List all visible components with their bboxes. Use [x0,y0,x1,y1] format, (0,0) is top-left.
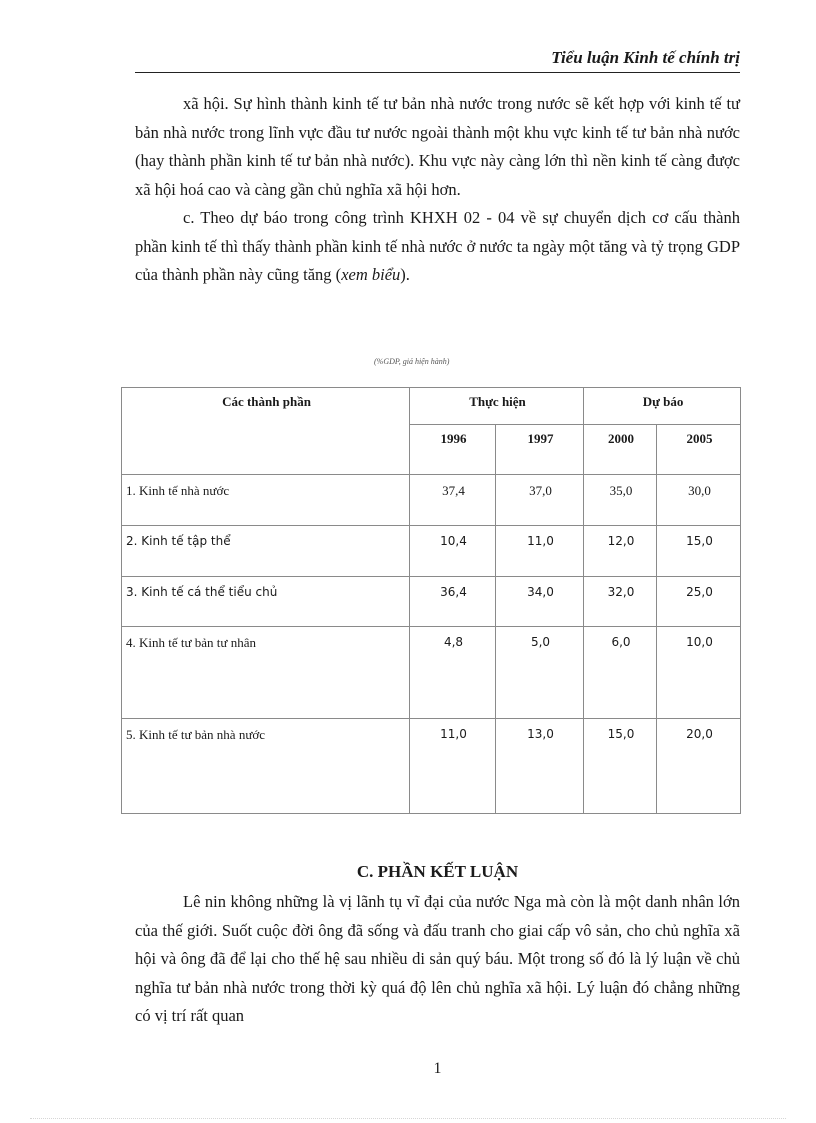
paragraph-forecast-end: ). [400,265,410,284]
footer-rule [30,1118,786,1119]
row-label: 2. Kinh tế tập thể [122,526,410,577]
cell-value: 37,4 [410,475,496,526]
cell-value: 11,0 [410,719,496,814]
header-year: 1997 [496,425,584,475]
cell-value: 37,0 [496,475,584,526]
cell-value: 10,4 [410,526,496,577]
header-rule [135,72,740,73]
cell-value: 34,0 [496,577,584,627]
row-label: 4. Kinh tế tư bản tư nhân [122,627,410,719]
section-heading: C. PHẦN KẾT LUẬN [356,862,519,881]
cell-value: 12,0 [584,526,657,577]
cell-value: 11,0 [496,526,584,577]
see-table-reference: xem biểu [341,265,401,284]
header-year: 1996 [410,425,496,475]
cell-value: 15,0 [584,719,657,814]
row-label: 1. Kinh tế nhà nước [122,475,410,526]
table-row [122,526,741,577]
cell-value: 20,0 [657,719,741,814]
paragraph-continuation: xã hội. Sự hình thành kinh tế tư bản nhà nước trong nước sẽ kết hợp với kinh tế tư bản nhà nước trong lĩnh vực đầu tư nước ngoài thành một khu vực kinh tế tư bản nhà nước (hay thành phần kinh tế tư bản nhà nước). Khu vực này càng lớn thì nền kinh tế càng được xã hội hoá cao và càng gần chủ nghĩa xã hội hơn. [135,94,740,199]
cell-value: 10,0 [657,627,741,719]
header-year: 2005 [657,425,741,475]
gdp-share-table [121,387,741,814]
body-text-conclusion [135,888,740,1031]
header-components: Các thành phần [122,388,410,475]
row-label: 5. Kinh tế tư bản nhà nước [122,719,410,814]
header-actual: Thực hiện [410,388,584,425]
cell-value: 4,8 [410,627,496,719]
cell-value: 32,0 [584,577,657,627]
body-text-top [135,90,740,290]
header-forecast: Dự báo [584,388,741,425]
cell-value: 25,0 [657,577,741,627]
cell-value: 35,0 [584,475,657,526]
table-row [122,577,741,627]
page-number: 1 [433,1060,442,1077]
cell-value: 30,0 [657,475,741,526]
paragraph-forecast-text: c. Theo dự báo trong công trình KHXH 02 - 04 về sự chuyển dịch cơ cấu thành phần kinh tế thì thấy thành phần kinh tế nhà nước ở nước ta ngày một tăng và tỷ trọng GDP của thành phần này cũng tăng ( [135,208,740,284]
table-row [122,627,741,719]
table-row [122,475,741,526]
table-caption: (%GDP, giá hiện hành) [374,357,450,366]
cell-value: 13,0 [496,719,584,814]
cell-value: 15,0 [657,526,741,577]
paragraph-conclusion: Lê nin không những là vị lãnh tụ vĩ đại của nước Nga mà còn là một danh nhân lớn của thế giới. Suốt cuộc đời ông đã sống và đấu tranh cho giai cấp vô sản, cho chủ nghĩa xã hội và ông đã để lại cho thế hệ sau nhiều di sản quý báu. Một trong số đó là lý luận về chủ nghĩa tư bản nhà nước trong thời kỳ quá độ lên chủ nghĩa xã hội. Lý luận đó chẳng những có vị trí rất quan [135,892,740,1025]
running-header: Tiểu luận Kinh tế chính trị [551,48,740,67]
cell-value: 5,0 [496,627,584,719]
cell-value: 36,4 [410,577,496,627]
paragraph-forecast [135,204,740,290]
cell-value: 6,0 [584,627,657,719]
row-label: 3. Kinh tế cá thể tiểu chủ [122,577,410,627]
table-row [122,719,741,814]
header-year: 2000 [584,425,657,475]
